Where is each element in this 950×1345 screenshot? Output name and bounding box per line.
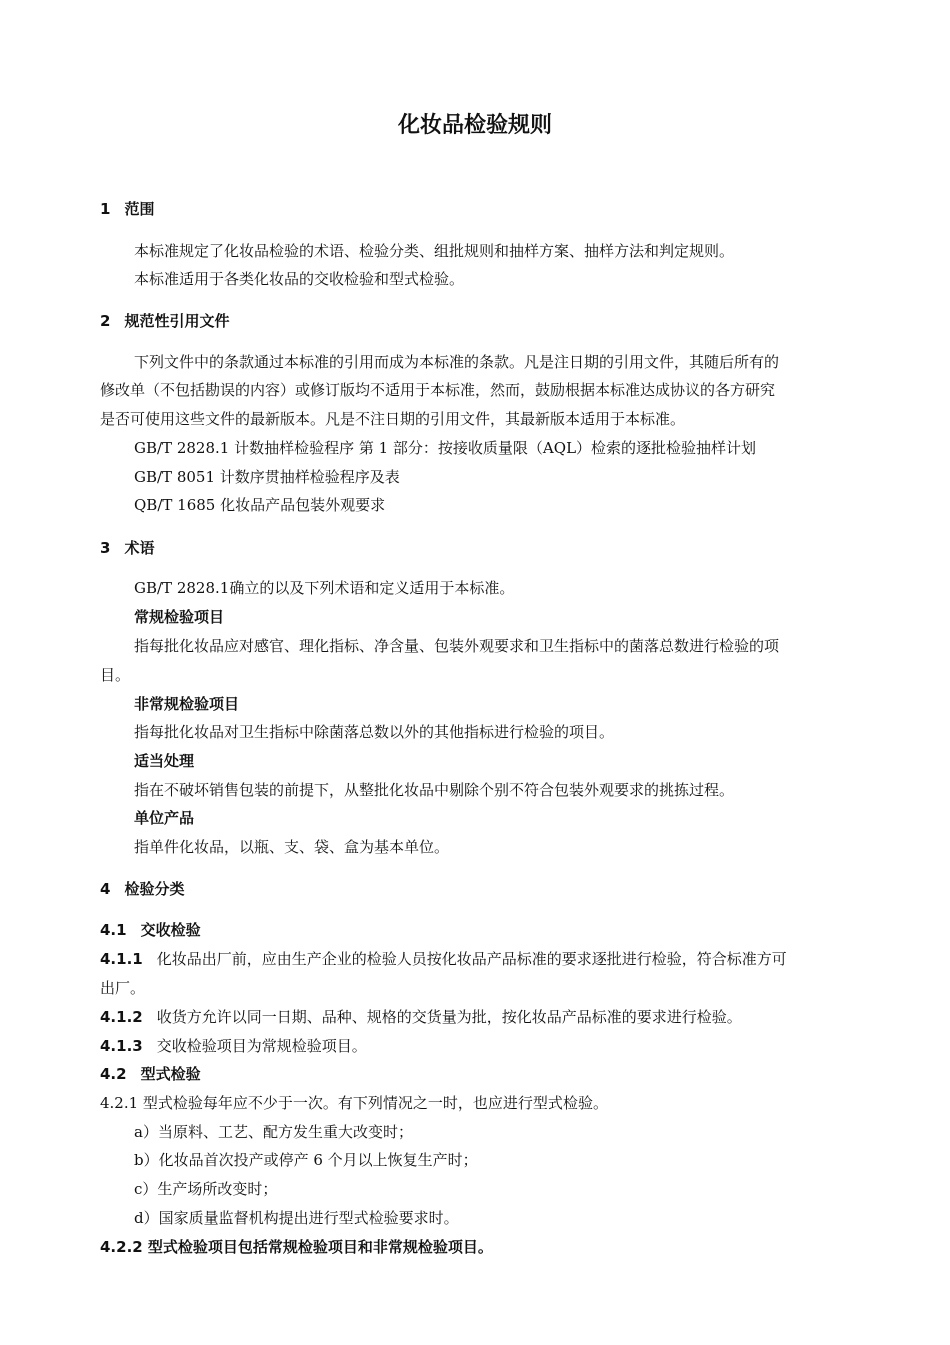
term-definition: 指单件化妆品，以瓶、支、袋、盒为基本单位。 [134,838,450,856]
list-item: b）化妆品首次投产或停产 6 个月以上恢复生产时； [134,1151,478,1169]
subsection-title: 型式检验 [140,1065,201,1083]
section-number: 2 [100,312,111,330]
paragraph: 本标准适用于各类化妆品的交收检验和型式检验。 [134,270,465,288]
term-title: 单位产品 [134,809,195,827]
term-definition: 指每批化妆品应对感官、理化指标、净含量、包装外观要求和卫生指标中的菌落总数进行检验的项 [134,637,780,655]
subsection-heading [100,920,201,940]
list-item: a）当原料、工艺、配方发生重大改变时； [134,1123,413,1141]
term-title: 常规检验项目 [134,608,225,626]
clause-number: 4.1.2 [100,1008,143,1026]
term-definition: 指在不破坏销售包装的前提下，从整批化妆品中剔除个别不符合包装外观要求的挑拣过程。 [134,781,735,799]
term-title: 适当处理 [134,752,195,770]
section-title: 术语 [124,539,155,557]
paragraph: 本标准规定了化妆品检验的术语、检验分类、组批规则和抽样方案、抽样方法和判定规则。 [134,242,735,260]
section-title: 范围 [124,200,155,218]
subsection-number: 4.1 [100,921,127,939]
clause: 4.2.2 型式检验项目包括常规检验项目和非常规检验项目。 [100,1238,493,1256]
clause-number: 4.1.1 [100,950,143,968]
term-definition: 目。 [100,666,131,684]
subsection-title: 交收检验 [140,921,201,939]
clause: 4.2.1 型式检验每年应不少于一次。有下列情况之一时，也应进行型式检验。 [100,1094,608,1112]
clause-text: 收货方允许以同一日期、品种、规格的交货量为批，按化妆品产品标准的要求进行检验。 [156,1008,742,1026]
section-title: 规范性引用文件 [124,312,230,330]
term-title: 非常规检验项目 [134,695,240,713]
list-item: c）生产场所改变时； [134,1180,278,1198]
clause [100,949,787,969]
section-2-heading [100,311,229,331]
list-item: d）国家质量监督机构提出进行型式检验要求时。 [134,1209,459,1227]
reference-item: QB/T 1685 化妆品产品包装外观要求 [134,496,386,514]
section-title: 检验分类 [124,880,185,898]
section-number: 4 [100,880,111,898]
paragraph: GB/T 2828.1确立的以及下列术语和定义适用于本标准。 [134,579,515,597]
clause-text: 化妆品出厂前，应由生产企业的检验人员按化妆品产品标准的要求逐批进行检验，符合标准方可 [156,950,787,968]
subsection-heading [100,1064,201,1084]
reference-item: GB/T 8051 计数序贯抽样检验程序及表 [134,468,400,486]
paragraph-line: 修改单（不包括勘误的内容）或修订版均不适用于本标准，然而，鼓励根据本标准达成协议的各方研究 [100,381,776,399]
section-number: 1 [100,200,111,218]
section-1-heading [100,199,154,219]
clause-continuation: 出厂。 [100,979,146,997]
section-number: 3 [100,539,111,557]
term-definition: 指每批化妆品对卫生指标中除菌落总数以外的其他指标进行检验的项目。 [134,723,615,741]
section-3-heading [100,538,154,558]
clause [100,1036,367,1056]
clause-number: 4.1.3 [100,1037,143,1055]
clause [100,1007,742,1027]
page-title: 化妆品检验规则 [397,113,552,138]
reference-item: GB/T 2828.1 计数抽样检验程序 第 1 部分：按接收质量限（AQL）检索的逐批检验抽样计划 [134,439,757,457]
paragraph-line: 下列文件中的条款通过本标准的引用而成为本标准的条款。凡是注日期的引用文件，其随后所有的 [134,353,780,371]
section-4-heading [100,879,184,899]
paragraph-line: 是否可使用这些文件的最新版本。凡是不注日期的引用文件，其最新版本适用于本标准。 [100,410,686,428]
clause-text: 交收检验项目为常规检验项目。 [156,1037,367,1055]
subsection-number: 4.2 [100,1065,127,1083]
